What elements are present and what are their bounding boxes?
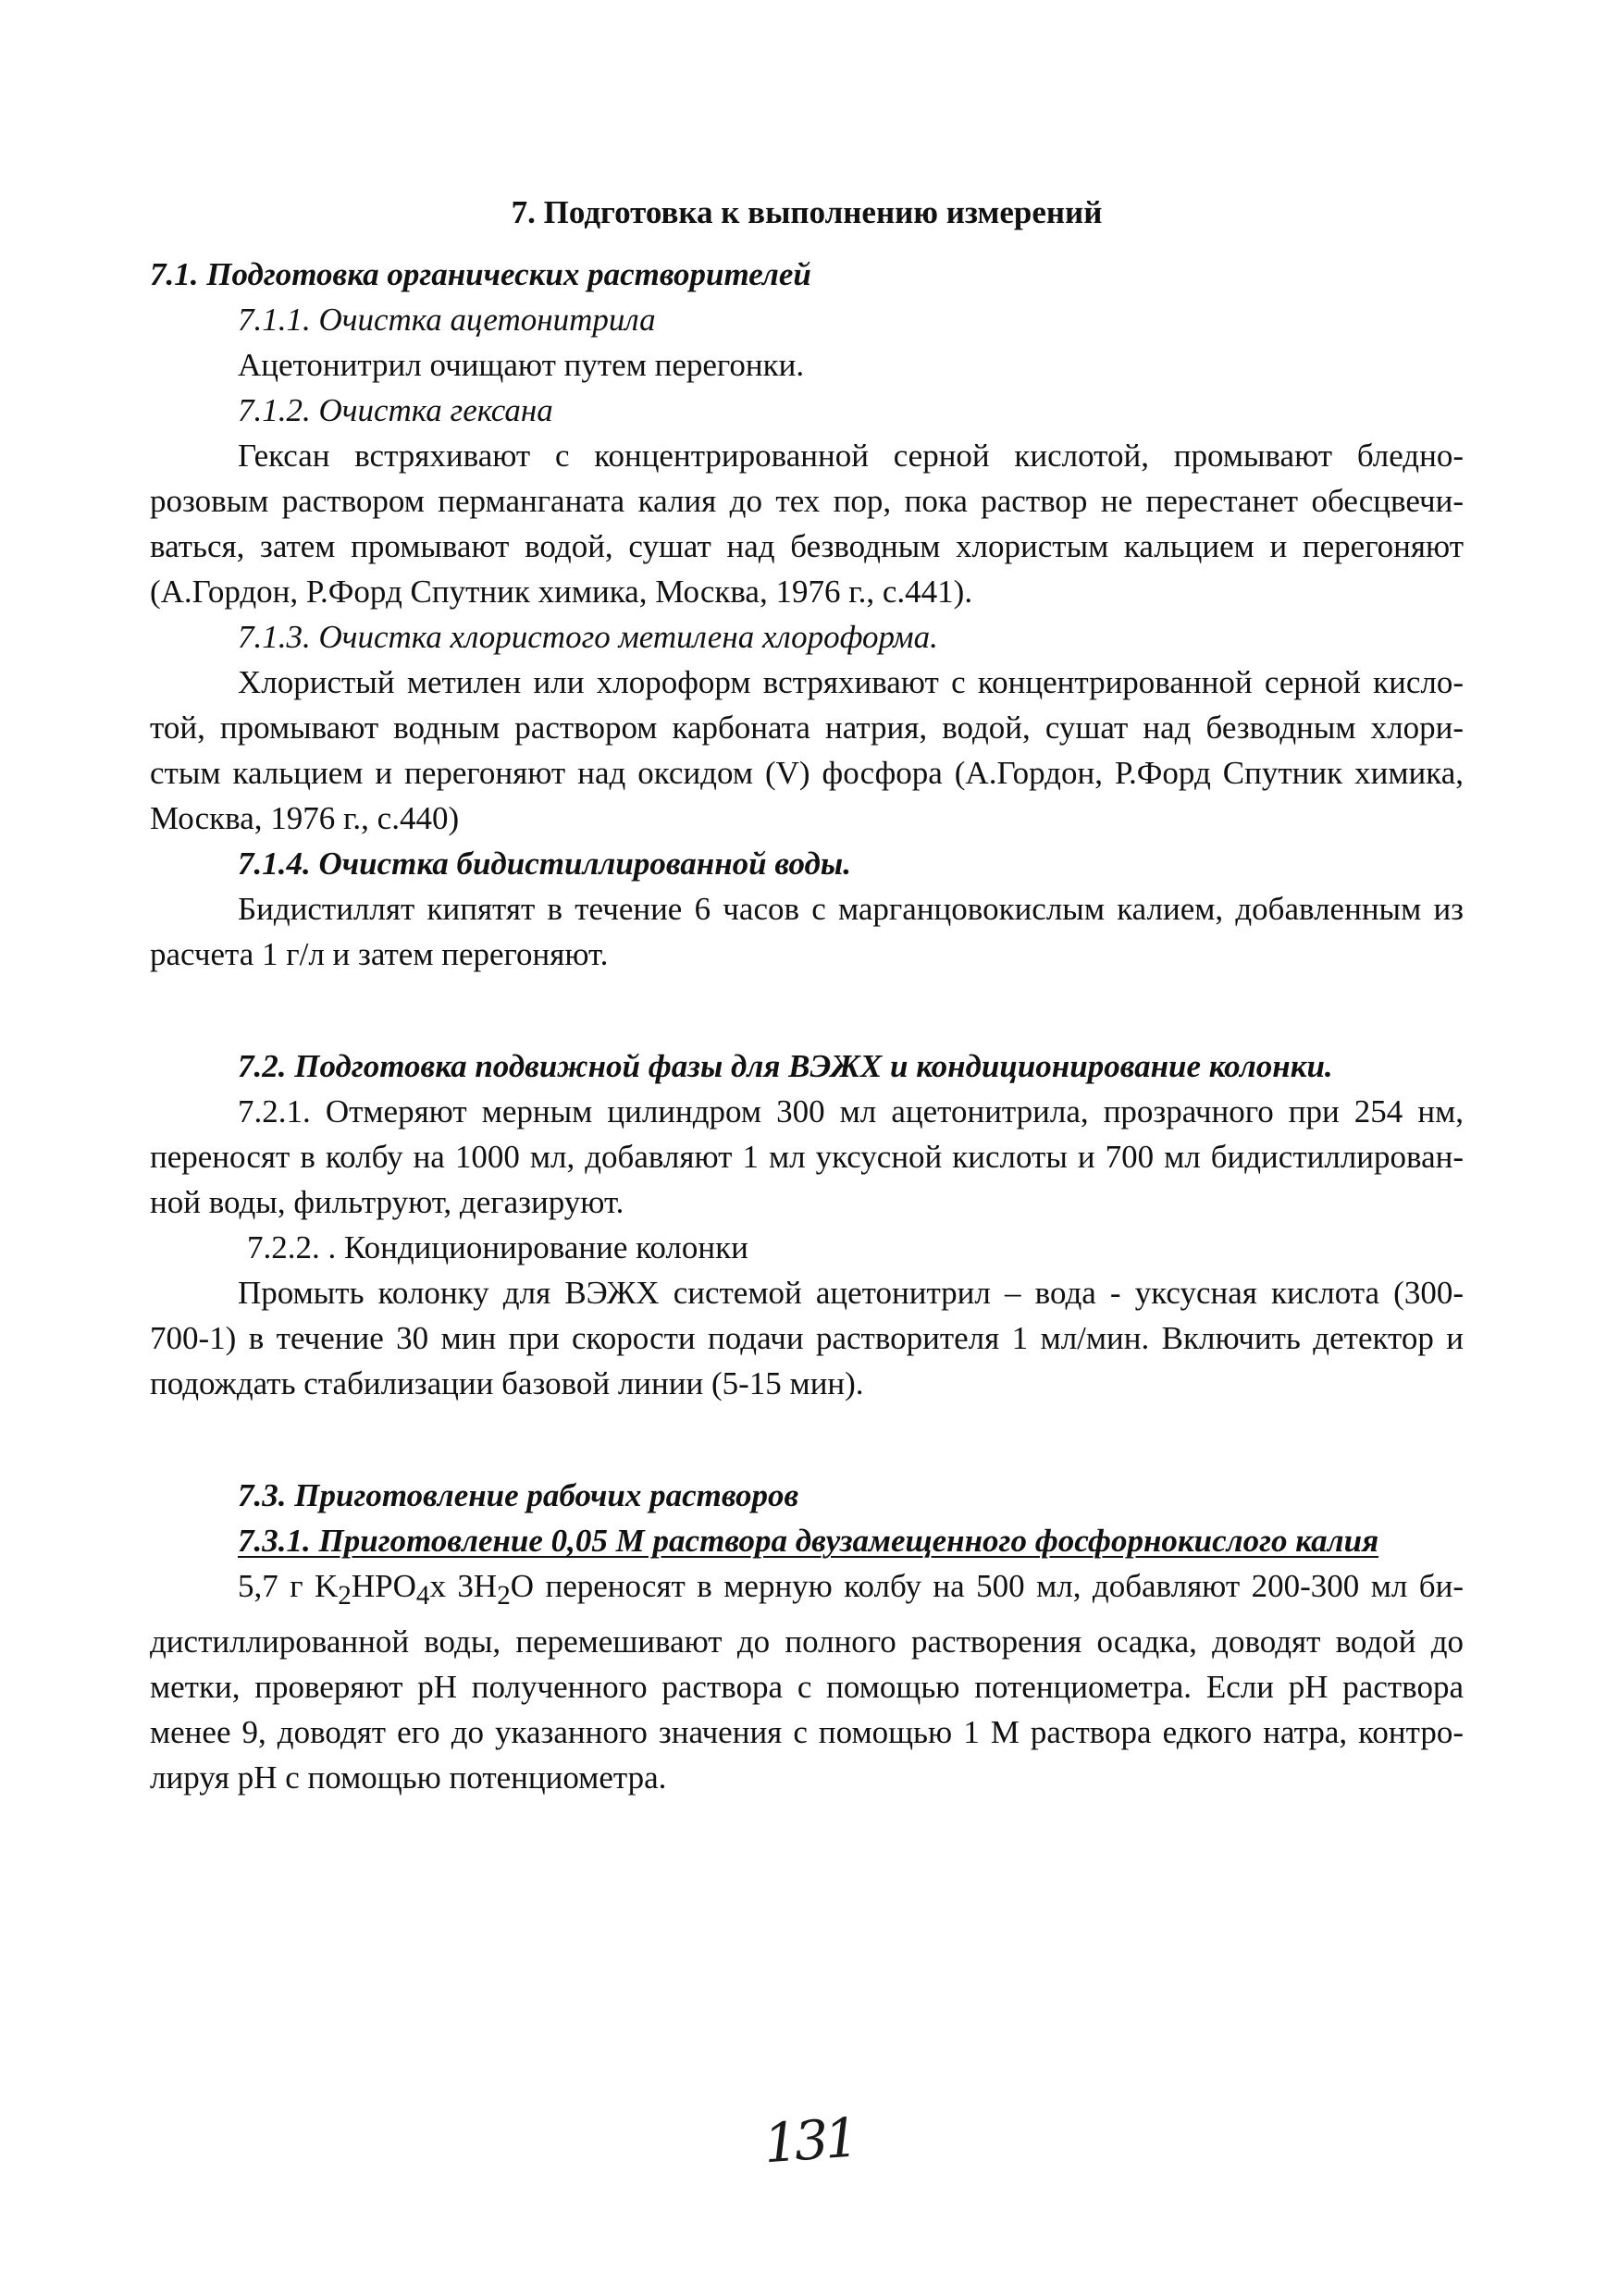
paragraph-line: расчета 1 г/л и затем перегоняют. <box>150 936 609 972</box>
heading-7-3-1: 7.3.1. Приготовление 0,05 М раствора двузамещенного фосфорнокислого калия <box>238 1523 1379 1559</box>
paragraph-line: Москва, 1976 г., с.440) <box>150 800 460 836</box>
paragraph-line: Гексан встряхивают с концентрированной серной кислотой, промывают бледно- <box>238 438 1464 474</box>
heading-7-3: 7.3. Приготовление рабочих растворов <box>238 1477 799 1513</box>
formula-subscript: 2 <box>497 1581 511 1611</box>
heading-7-2: 7.2. Подготовка подвижной фазы для ВЭЖХ и кондиционирование колонки. <box>238 1048 1333 1084</box>
paragraph-line: Промыть колонку для ВЭЖХ системой ацетонитрил – вода - уксусная кислота (300- <box>238 1275 1464 1311</box>
formula-text: O переносят в мерную колбу на 500 мл, добавляют 200-300 мл би- <box>510 1568 1464 1604</box>
section-gap <box>150 977 1464 1043</box>
section-7-title: 7. Подготовка к выполнению измерений <box>511 194 1103 230</box>
formula-subscript: 2 <box>338 1581 352 1611</box>
paragraph-line: Бидистиллят кипятят в течение 6 часов с марганцовокислым калием, добавленным из <box>238 891 1464 927</box>
document-body <box>150 190 1464 1800</box>
heading-7-1: 7.1. Подготовка органических растворителей <box>150 256 811 292</box>
paragraph-line: той, промывают водным раствором карбоната натрия, водой, сушат над безводным хлори- <box>150 710 1464 746</box>
paragraph-line: розовым раствором перманганата калия до тех пор, пока раствор не перестанет обесцвечи- <box>150 483 1464 519</box>
paragraph-line-formula <box>150 1563 1464 1619</box>
text-7-1-1: Ацетонитрил очищают путем перегонки. <box>238 347 805 383</box>
paragraph-line: 700-1) в течение 30 мин при скорости подачи растворителя 1 мл/мин. Включить детектор и <box>150 1320 1464 1356</box>
heading-7-1-2: 7.1.2. Очистка гексана <box>238 392 553 428</box>
paragraph-line: Хлористый метилен или хлороформ встряхивают с концентрированной серной кисло- <box>238 664 1464 700</box>
handwritten-page-number: 131 <box>761 2105 858 2176</box>
paragraph-line: лируя pH с помощью потенциометра. <box>150 1759 667 1796</box>
section-gap <box>150 1406 1464 1473</box>
paragraph-line: подождать стабилизации базовой линии (5-15 мин). <box>150 1365 864 1401</box>
paragraph-line: переносят в колбу на 1000 мл, добавляют 1 мл уксусной кислоты и 700 мл бидистиллирован- <box>150 1139 1464 1175</box>
paragraph-line: ваться, затем промывают водой, сушат над безводным хлористым кальцием и перегоняют <box>150 528 1464 564</box>
formula-text: x 3H <box>429 1568 498 1604</box>
paragraph-line: менее 9, доводят его до указанного значения с помощью 1 М раствора едкого натра, контро- <box>150 1714 1464 1750</box>
paragraph-line: стым кальцием и перегоняют над оксидом (V) фосфора (А.Гордон, Р.Форд Спутник химика, <box>150 755 1464 791</box>
heading-7-1-4: 7.1.4. Очистка бидистиллированной воды. <box>238 846 851 882</box>
heading-7-2-2: 7.2.2. . Кондиционирование колонки <box>247 1229 748 1265</box>
formula-subscript: 4 <box>415 1581 430 1611</box>
paragraph-line: ной воды, фильтруют, дегазируют. <box>150 1184 624 1220</box>
heading-7-1-1: 7.1.1. Очистка ацетонитрила <box>238 302 656 338</box>
paragraph-line: 7.2.1. Отмеряют мерным цилиндром 300 мл ацетонитрила, прозрачного при 254 нм, <box>238 1093 1464 1129</box>
heading-7-1-3: 7.1.3. Очистка хлористого метилена хлороформа. <box>238 619 938 655</box>
paragraph-line: (А.Гордон, Р.Форд Спутник химика, Москва, 1976 г., с.441). <box>150 574 973 610</box>
paragraph-line: метки, проверяют pH полученного раствора с помощью потенциометра. Если pH раствора <box>150 1669 1464 1705</box>
paragraph-line: дистиллированной воды, перемешивают до полного растворения осадка, доводят водой до <box>150 1623 1464 1660</box>
formula-text: HPO <box>351 1568 416 1604</box>
formula-text: 5,7 г K <box>238 1568 339 1604</box>
